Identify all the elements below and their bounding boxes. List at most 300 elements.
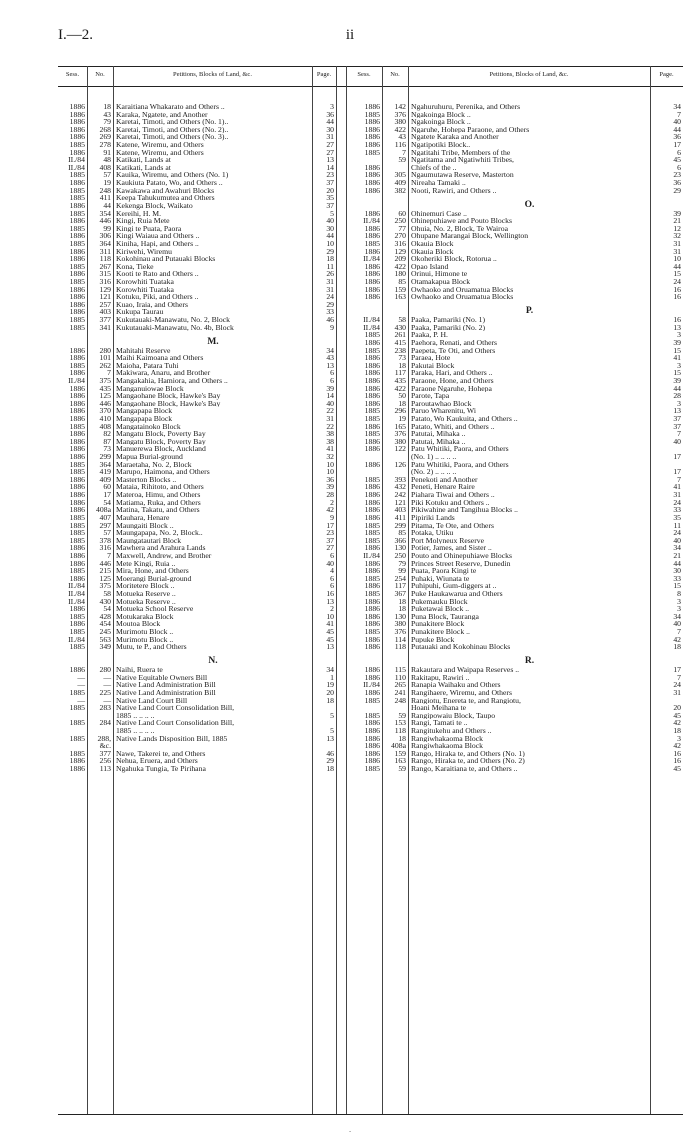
table-row	[0, 423, 700, 431]
session-cell: 1886	[69, 619, 85, 629]
petition-cell: Mira, Hone, and Others	[116, 567, 189, 575]
session-cell: 1886	[69, 292, 85, 302]
page-cell: 24	[673, 497, 681, 507]
session-cell: 1885	[364, 627, 380, 637]
session-cell: 1885	[69, 238, 85, 248]
session-cell: 1885	[69, 140, 85, 150]
number-cell: 377	[99, 315, 111, 325]
table-row	[0, 217, 700, 225]
page-cell: 5	[330, 208, 334, 218]
petition-cell: Ranapia Waihaku and Others	[411, 681, 501, 689]
session-cell: 1885	[69, 360, 85, 370]
petition-cell: Ngahuruhuru, Perenika, and Others	[411, 103, 521, 111]
petition-cell: Pitama, Te Ote, and Others	[411, 521, 495, 530]
petition-cell: (No. 2) .. .. .. ..	[411, 468, 457, 476]
petition-cell: Native Lands Disposition Bill, 1885	[116, 734, 228, 743]
number-cell: 411	[394, 512, 406, 522]
session-cell: II./84	[363, 216, 380, 226]
session-cell: II./84	[363, 315, 380, 325]
number-cell: 118	[99, 254, 111, 264]
page-cell: 16	[673, 748, 681, 758]
table-top-rule	[58, 66, 683, 67]
number-cell: 409	[99, 474, 111, 484]
number-cell: 85	[398, 277, 406, 287]
petition-cell: Kingi Waiaua and Others ..	[116, 232, 200, 240]
number-cell: 316	[99, 543, 111, 553]
table-row	[0, 255, 700, 263]
page-cell: 34	[326, 345, 334, 355]
page-cell: 35	[326, 193, 334, 203]
petition-cell: Maungatautari Block	[116, 536, 182, 545]
page-cell: 41	[673, 353, 681, 363]
session-cell: 1886	[364, 337, 380, 347]
number-cell: 79	[103, 117, 111, 127]
session-cell: 1885	[69, 520, 85, 530]
session-cell: 1885	[364, 474, 380, 484]
session-cell: 1886	[69, 550, 85, 560]
table-row	[0, 171, 700, 179]
session-cell: 1886	[364, 566, 380, 576]
session-cell: 1886	[364, 391, 380, 401]
page-cell: 9	[330, 322, 334, 332]
session-cell: 1886	[69, 307, 85, 317]
page-cell: 31	[326, 284, 334, 294]
table-row	[0, 537, 700, 545]
table-row	[0, 133, 700, 141]
table-row	[0, 111, 700, 119]
petition-cell: Rangipowaiu Block, Taupo	[411, 711, 496, 720]
table-row	[0, 354, 700, 362]
petition-cell: Mahitahi Reserve	[116, 346, 171, 355]
table-row	[0, 369, 700, 377]
number-cell: 7	[402, 147, 406, 157]
session-cell: 1886	[364, 284, 380, 294]
petition-cell: Rango, Hiraka te, and Others (No. 2)	[411, 757, 525, 766]
petition-cell: Matina, Takatu, and Others	[116, 506, 200, 514]
session-cell: 1885	[69, 703, 85, 713]
table-row	[0, 560, 700, 568]
page-cell: 22	[326, 406, 334, 416]
number-cell: 59	[398, 710, 406, 720]
petition-cell: Mangatu Block, Poverty Bay	[116, 430, 206, 438]
table-row	[0, 468, 700, 476]
number-cell: 297	[99, 520, 111, 530]
petition-cell: Nireaha Tamaki ..	[411, 179, 466, 187]
page-cell: 31	[326, 413, 334, 423]
page-cell: 1	[330, 672, 334, 682]
number-cell: 265	[394, 680, 406, 690]
petition-cell: Native Land Court Consolidation Bill,	[116, 704, 235, 712]
page-cell: 40	[673, 117, 681, 127]
page-cell: 29	[326, 756, 334, 766]
petition-cell: Rango, Hiraka te, and Others (No. 1)	[411, 749, 525, 758]
table-row	[0, 126, 700, 134]
page-cell: 17	[673, 467, 681, 477]
petition-cell: Port Molyneux Reserve	[411, 536, 485, 545]
number-cell: 370	[99, 406, 111, 416]
session-cell: 1886	[364, 124, 380, 134]
page-cell: 34	[673, 611, 681, 621]
number-cell: 165	[394, 421, 406, 431]
number-cell: 59	[398, 764, 406, 774]
petition-cell: Paraone Ngaruhe, Hohepa	[411, 384, 492, 393]
session-cell: 1886	[364, 611, 380, 621]
table-row	[0, 620, 700, 628]
table-row	[0, 336, 700, 347]
table-row	[0, 514, 700, 522]
section-letter: M.	[207, 336, 219, 347]
number-cell: 153	[394, 718, 406, 728]
page-cell: 42	[673, 741, 681, 751]
session-cell: 1885	[69, 687, 85, 697]
number-cell: 341	[99, 322, 111, 332]
page-cell: 7	[677, 109, 681, 119]
petition-cell: Maxwell, Andrew, and Brother	[116, 551, 212, 560]
session-cell: II./84	[68, 375, 85, 385]
number-cell: 79	[398, 558, 406, 568]
petition-cell: Punakitere Block	[411, 620, 465, 629]
page-cell: 39	[326, 383, 334, 393]
number-cell: 215	[99, 566, 111, 576]
number-cell: 57	[103, 528, 111, 538]
session-cell: 1886	[364, 444, 380, 454]
page-cell: 36	[673, 178, 681, 188]
table-row	[0, 544, 700, 552]
petition-cell: Murimotu Block ..	[116, 635, 174, 644]
petition-cell: Kukupa Taurau	[116, 308, 164, 317]
number-cell: 48	[103, 155, 111, 165]
number-cell: 254	[394, 573, 406, 583]
petition-cell: Manuerewa Block, Auckland	[116, 445, 206, 454]
petition-cell: Kukutauaki-Manawatu, No. 2, Block	[116, 316, 231, 324]
number-cell: 349	[99, 642, 111, 652]
table-row	[0, 248, 700, 256]
page-cell: 40	[673, 436, 681, 446]
number-cell: 73	[103, 444, 111, 454]
number-cell: 299	[394, 520, 406, 530]
page-cell: 24	[673, 528, 681, 538]
page-cell: 13	[326, 360, 334, 370]
petition-cell: Mutu, te P., and Others	[116, 643, 187, 651]
page-cell: 6	[330, 368, 334, 378]
table-row	[0, 491, 700, 499]
petition-cell: Penekoti and Another	[411, 475, 478, 484]
session-cell: —	[77, 672, 85, 682]
session-cell: 1886	[69, 413, 85, 423]
number-cell: 180	[394, 269, 406, 279]
session-cell: 1886	[364, 375, 380, 385]
page-cell: 22	[326, 421, 334, 431]
number-cell: 125	[99, 573, 111, 583]
page-cell: 40	[326, 216, 334, 226]
table-row	[0, 628, 700, 636]
page-cell: 2	[330, 604, 334, 614]
number-cell: 446	[99, 398, 111, 408]
table-row	[0, 240, 700, 248]
petition-cell: Mangapapa Block	[116, 407, 173, 415]
session-cell: 1886	[69, 490, 85, 500]
table-row	[0, 636, 700, 644]
page-cell: 32	[326, 452, 334, 462]
number-cell: 375	[99, 581, 111, 591]
page-cell: 15	[673, 269, 681, 279]
session-cell: 1886	[69, 254, 85, 264]
number-cell: 58	[103, 589, 111, 598]
page-cell: 39	[326, 482, 334, 492]
table-row	[0, 156, 700, 164]
number-cell: 118	[394, 725, 406, 735]
session-cell: 1885	[69, 611, 85, 621]
petition-cell: Moritetere Block ..	[116, 582, 175, 591]
number-cell: 122	[394, 444, 406, 454]
number-cell: 142	[394, 102, 406, 111]
petition-cell: Katene, Wiremu, and Others	[116, 148, 204, 157]
petition-cell: Pukemauku Block	[411, 597, 468, 606]
petition-cell: Puata, Paora Kingi te	[411, 567, 477, 575]
page-cell: 42	[673, 718, 681, 728]
petition-cell: Kereihi, H. M.	[116, 209, 162, 218]
session-cell: 1885	[364, 238, 380, 248]
number-cell: 409	[394, 178, 406, 188]
page-cell: 13	[326, 596, 334, 606]
number-cell: 316	[394, 238, 406, 248]
table-row	[0, 415, 700, 423]
number-cell: 73	[398, 353, 406, 363]
page-cell: 40	[326, 558, 334, 568]
petition-cell: Korowhiti Tuataka	[116, 285, 174, 294]
page-cell: 12	[673, 223, 681, 233]
page-cell: 37	[326, 200, 334, 210]
petition-cell: Patato, Whiti, and Others ..	[411, 422, 495, 431]
petition-cell: Ohuia, No. 2, Block, Te Wairoa	[411, 224, 508, 233]
petition-cell: Paruo Wharenitu, Wi	[411, 407, 476, 415]
petition-cell: Puketawai Block ..	[411, 605, 470, 613]
page-cell: 40	[326, 398, 334, 408]
number-cell: 60	[103, 482, 111, 492]
petition-cell: Paaka, Pamariki (No. 2)	[411, 323, 486, 332]
table-row	[0, 476, 700, 484]
table-row	[0, 232, 700, 240]
page-cell: 6	[330, 581, 334, 591]
table-row	[0, 308, 700, 316]
number-cell: 77	[398, 223, 406, 233]
session-cell: 1886	[364, 459, 380, 469]
number-cell: 130	[394, 543, 406, 553]
session-cell: 1886	[364, 634, 380, 644]
petition-cell: Rangihaere, Wiremu, and Others	[411, 688, 512, 697]
number-cell: 257	[99, 299, 111, 309]
number-cell: 242	[394, 490, 406, 500]
petition-cell: Nooti, Rawiri, and Others ..	[411, 186, 497, 195]
session-cell: 1886	[364, 512, 380, 522]
number-cell: 7	[107, 550, 111, 560]
page-cell: 36	[673, 132, 681, 142]
petition-cell: Nawe, Takerei te, and Others	[116, 749, 206, 758]
number-cell: 209	[394, 254, 406, 264]
number-cell: 19	[103, 178, 111, 188]
session-cell: 1886	[364, 353, 380, 363]
petition-cell: Pakutai Block	[411, 361, 455, 370]
petition-cell: Rangiwhakaoma Block	[411, 742, 483, 750]
number-cell: 367	[394, 589, 406, 598]
session-cell: 1886	[364, 596, 380, 606]
page-cell: 18	[326, 695, 334, 705]
petition-cell: Mangapapa Block	[116, 414, 173, 423]
session-cell: 1886	[69, 109, 85, 119]
table-row	[0, 697, 700, 705]
number-cell: 407	[99, 512, 111, 522]
page-cell: 45	[326, 634, 334, 644]
session-cell: 1885	[364, 520, 380, 530]
number-cell: 50	[398, 391, 406, 401]
page-cell: 5	[330, 725, 334, 735]
petition-cell: Patu Whitiki, Paora, and Others	[411, 460, 509, 469]
petition-cell: Punakitere Block ..	[411, 628, 470, 636]
table-row	[0, 598, 700, 606]
petition-cell: Katikati, Lands at	[116, 163, 171, 172]
number-cell: 306	[99, 231, 111, 241]
session-cell: 1886	[364, 269, 380, 279]
petition-cell: Owhaoko and Oruamatua Blocks	[411, 285, 514, 294]
table-row	[0, 567, 700, 575]
petition-cell: Hoani Meihana te	[411, 704, 467, 712]
number-cell: —	[103, 695, 111, 705]
number-cell: 121	[99, 292, 111, 302]
page-cell: 16	[673, 756, 681, 766]
session-cell: 1885	[69, 208, 85, 218]
petition-cell: Karaitiana Whakarato and Others ..	[116, 103, 225, 111]
page-cell: 46	[326, 315, 334, 325]
page-cell: 33	[326, 307, 334, 317]
session-cell: II./84	[68, 634, 85, 644]
number-cell: 430	[99, 596, 111, 606]
session-cell: 1885	[69, 261, 85, 271]
session-cell: 1886	[364, 482, 380, 492]
number-cell: 283	[99, 703, 111, 713]
petition-cell: Patutai, Mihaka ..	[411, 437, 466, 446]
page-cell: 31	[673, 687, 681, 697]
page-cell: 44	[326, 231, 334, 241]
number-cell: 60	[398, 208, 406, 218]
section-letter: N.	[208, 656, 218, 667]
session-cell: 1886	[364, 718, 380, 728]
page-cell: 16	[673, 284, 681, 294]
session-cell: 1885	[69, 748, 85, 758]
petition-cell: Opao Island	[411, 262, 449, 271]
petition-cell: Nehua, Eruera, and Others	[116, 757, 198, 766]
page-cell: 36	[326, 474, 334, 484]
petition-cell: Mangatu Block, Poverty Bay	[116, 437, 206, 446]
table-row	[0, 552, 700, 560]
session-cell: 1886	[364, 162, 380, 172]
number-cell: 57	[103, 170, 111, 180]
table-row	[0, 658, 700, 666]
page-cell: 40	[673, 619, 681, 629]
petition-cell: Kiniha, Hapi, and Others ..	[116, 239, 199, 248]
number-cell: 43	[103, 109, 111, 119]
session-cell: 1886	[69, 497, 85, 507]
page-cell: 6	[330, 573, 334, 583]
number-cell: 376	[394, 627, 406, 637]
number-cell: 380	[394, 619, 406, 629]
session-cell: 1885	[364, 147, 380, 157]
session-cell: 1886	[69, 345, 85, 355]
session-cell: 1885	[364, 535, 380, 545]
table-row	[0, 164, 700, 172]
number-cell: 44	[103, 200, 111, 210]
petition-cell: Patato, Wo Kaukuita, and Others ..	[411, 414, 518, 423]
petition-cell: Korowhiti Tuataka	[116, 278, 174, 286]
petition-cell: Kingi te Puata, Paora	[116, 224, 182, 233]
page-cell: 31	[326, 277, 334, 287]
page-cell: 29	[326, 299, 334, 309]
page-cell: 45	[326, 627, 334, 637]
petition-cell: Native Equitable Owners Bill	[116, 673, 208, 682]
session-cell: 1886	[69, 284, 85, 294]
session-cell: II./84	[68, 581, 85, 591]
page-cell: 40	[673, 535, 681, 545]
session-cell: —	[77, 680, 85, 690]
page-cell: 10	[326, 459, 334, 469]
page-cell: 3	[330, 102, 334, 111]
page-cell: 34	[673, 102, 681, 111]
session-cell: 1886	[364, 102, 380, 111]
session-cell: 1885	[364, 109, 380, 119]
page-number: ii	[345, 27, 355, 43]
page-cell: 3	[677, 330, 681, 340]
session-cell: 1886	[69, 216, 85, 226]
page-cell: 10	[326, 611, 334, 621]
page-cell: 11	[673, 520, 681, 530]
petition-cell: Motukaraka Block	[116, 612, 174, 621]
number-cell: 130	[394, 611, 406, 621]
number-cell: —	[103, 672, 111, 682]
session-cell: II./84	[363, 254, 380, 264]
page-cell: 15	[673, 581, 681, 591]
petition-cell: Kona, Tieke	[116, 262, 154, 271]
page-cell: 37	[326, 535, 334, 545]
page-cell: 15	[673, 368, 681, 378]
petition-cell: Murimotu Block ..	[116, 628, 174, 636]
petition-cell: Paraea, Hote	[411, 354, 451, 362]
table-row	[0, 674, 700, 682]
number-cell: 376	[394, 429, 406, 439]
session-cell: 1885	[69, 733, 85, 743]
number-cell: 408	[99, 421, 111, 431]
page-cell: 31	[326, 132, 334, 142]
section-letter: P.	[525, 306, 534, 317]
session-cell: 1885	[69, 528, 85, 538]
number-cell: 267	[99, 261, 111, 271]
session-cell: 1886	[69, 558, 85, 568]
petition-cell: Paaka, Pamariki (No. 1)	[411, 316, 486, 324]
table-row	[0, 149, 700, 157]
table-bottom-rule	[58, 1114, 683, 1115]
number-cell: 375	[99, 375, 111, 385]
page-cell: 36	[326, 109, 334, 119]
number-cell: 296	[394, 406, 406, 416]
session-cell: 1885	[69, 642, 85, 652]
number-cell: 419	[99, 467, 111, 477]
petition-cell: Rangitukehu and Others ..	[411, 726, 492, 735]
number-cell: 261	[394, 330, 406, 340]
petition-cell: Maioha, Patara Tuhi	[116, 361, 179, 370]
page-cell: 19	[326, 680, 334, 690]
number-cell: 262	[99, 360, 111, 370]
table-row	[0, 483, 700, 491]
session-cell: 1885	[69, 421, 85, 431]
petition-cell: Moutoa Block	[116, 620, 161, 629]
